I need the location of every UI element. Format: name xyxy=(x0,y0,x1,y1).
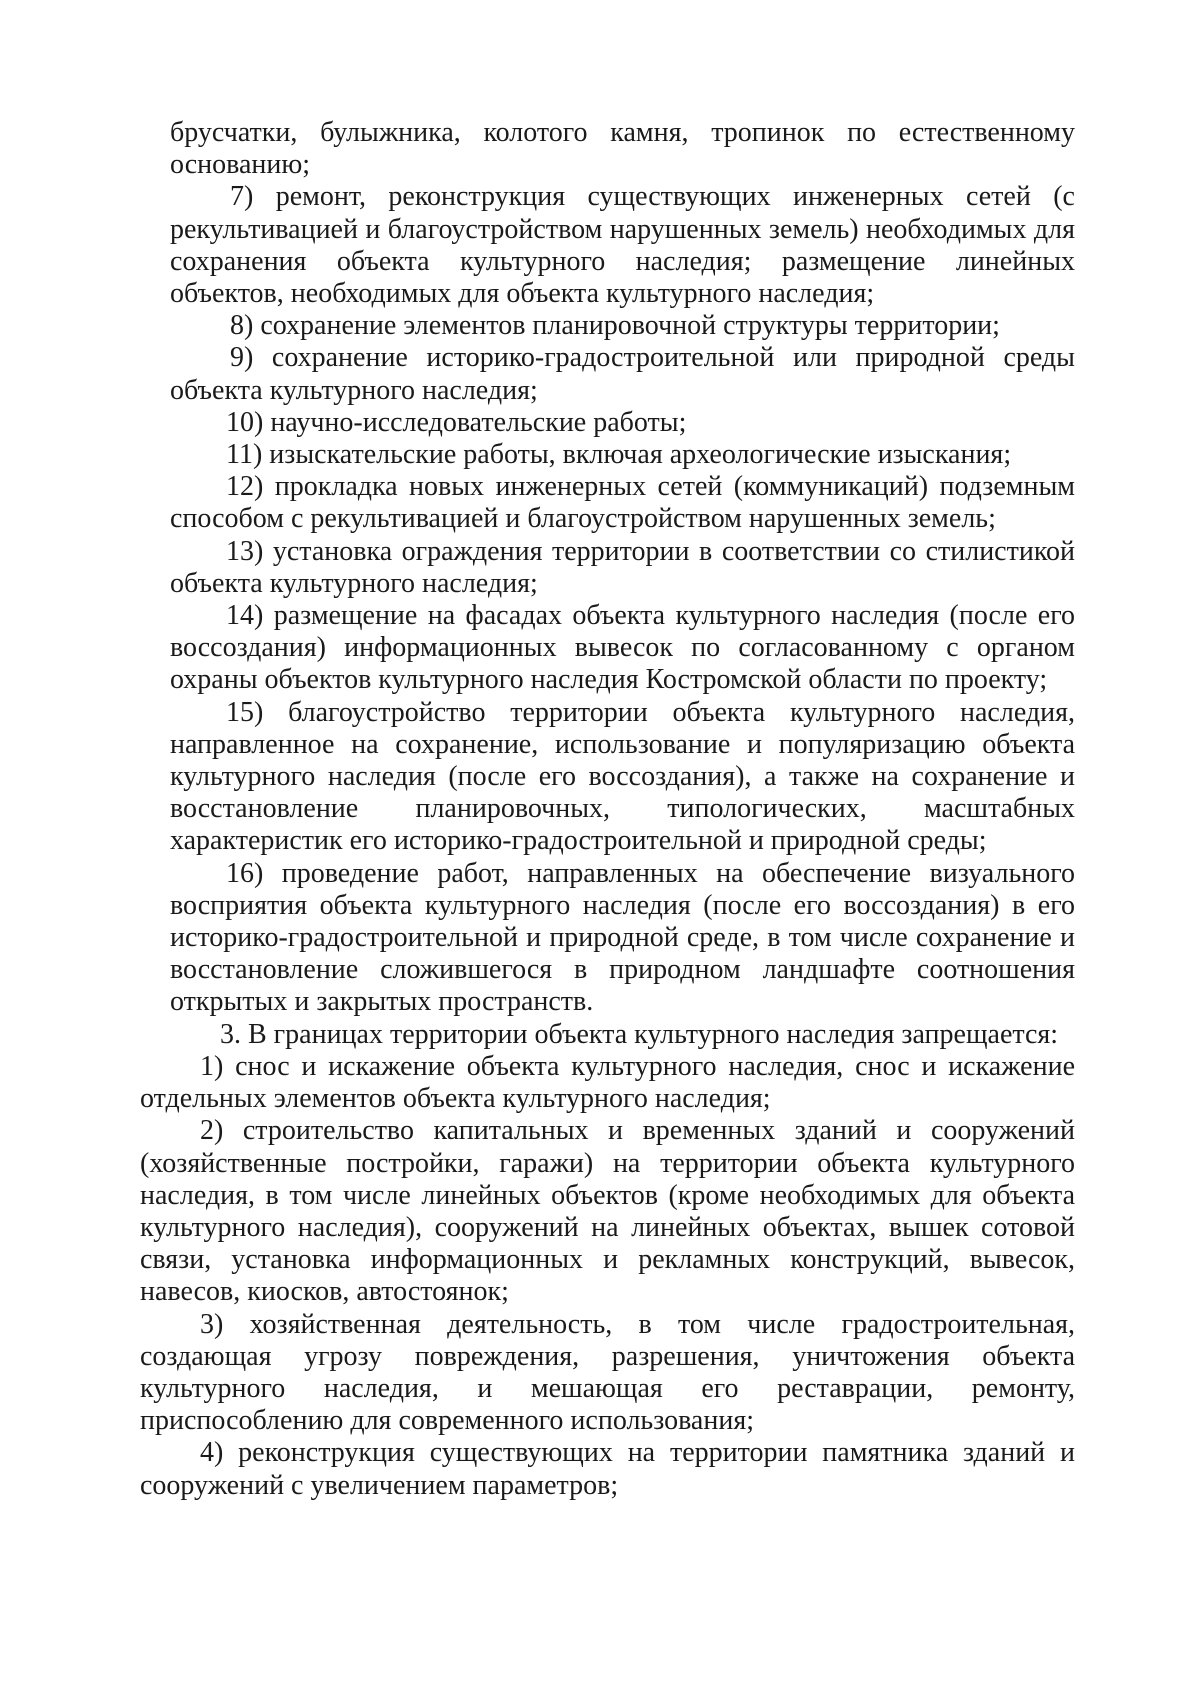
paragraph-item-9: 9) сохранение историко-градостроительной или природной среды объекта культурного наследия; xyxy=(170,342,1075,406)
paragraph-item-13: 13) установка ограждения территории в соответствии со стилистикой объекта культурного наследия; xyxy=(170,535,1075,599)
paragraph-item-12: 12) прокладка новых инженерных сетей (коммуникаций) подземным способом с рекультивацией и благоустройством нарушенных земель; xyxy=(170,471,1075,535)
paragraph-item-16: 16) проведение работ, направленных на обеспечение визуального восприятия объекта культурного наследия (после его воссоздания) в его историко-градостроительной и природной среде, в том числе сохранение и восстановление сложившегося в природном ландшафте соотношения открытых и закрытых пространств. xyxy=(170,857,1075,1018)
paragraph-continuation: брусчатки, булыжника, колотого камня, тропинок по естественному основанию; xyxy=(170,117,1075,181)
section-heading-3: 3. В границах территории объекта культурного наследия запрещается: xyxy=(220,1018,1059,1050)
document-body xyxy=(140,117,1075,1502)
paragraph-item-14: 14) размещение на фасадах объекта культурного наследия (после его воссоздания) информационных вывесок по согласованному с органом охраны объектов культурного наследия Костромской области по проекту; xyxy=(170,600,1075,696)
prohibition-item-4: 4) реконструкция существующих на территории памятника зданий и сооружений с увеличением параметров; xyxy=(140,1437,1075,1501)
prohibition-item-2: 2) строительство капитальных и временных зданий и сооружений (хозяйственные постройки, гаражи) на территории объекта культурного наследия, в том числе линейных объектов (кроме необходимых для объекта культурного наследия), сооружений на линейных объектах, вышек сотовой связи, установка информационных и рекламных конструкций, вывесок, навесов, киосков, автостоянок; xyxy=(140,1115,1075,1308)
paragraph-item-7: 7) ремонт, реконструкция существующих инженерных сетей (с рекультивацией и благоустройством нарушенных земель) необходимых для сохранения объекта культурного наследия; размещение линейных объектов, необходимых для объекта культурного наследия; xyxy=(170,181,1075,310)
prohibition-item-1: 1) снос и искажение объекта культурного наследия, снос и искажение отдельных элементов объекта культурного наследия; xyxy=(140,1050,1075,1115)
paragraph-item-11: 11) изыскательские работы, включая археологические изыскания; xyxy=(226,439,1012,471)
prohibition-item-3: 3) хозяйственная деятельность, в том числе градостроительная, создающая угрозу повреждения, разрешения, уничтожения объекта культурного наследия, и мешающая его реставрации, ремонту, приспособлению для современного использования; xyxy=(140,1308,1075,1437)
paragraph-item-15: 15) благоустройство территории объекта культурного наследия, направленное на сохранение, использование и популяризацию объекта культурного наследия (после его воссоздания), а также на сохранение и восстановление планировочных, типологических, масштабных характеристик его историко-градостроительной и природной среды; xyxy=(170,696,1075,857)
paragraph-item-10: 10) научно-исследовательские работы; xyxy=(226,406,687,438)
paragraph-item-8: 8) сохранение элементов планировочной структуры территории; xyxy=(230,310,1000,342)
